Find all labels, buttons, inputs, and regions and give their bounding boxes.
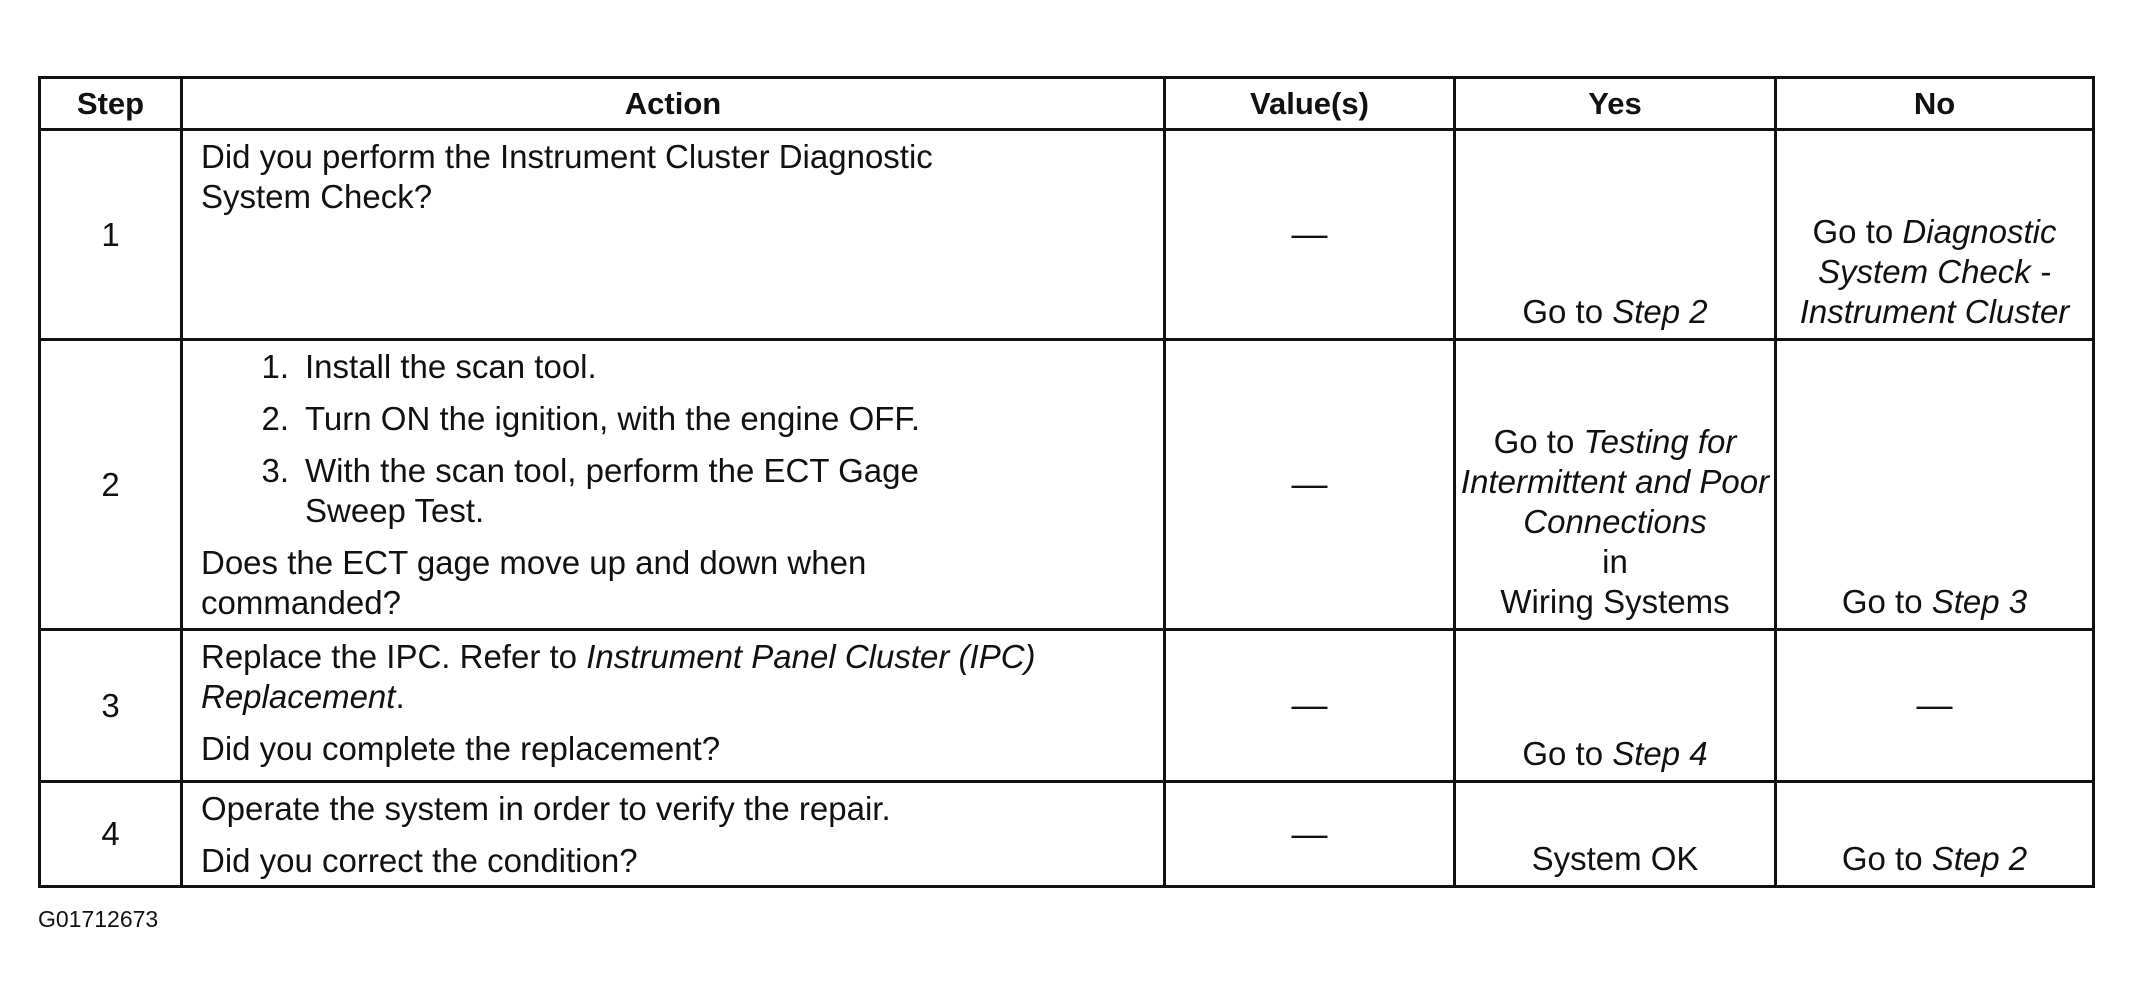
yes-cell: System OK xyxy=(1455,782,1776,887)
yes-reference: Testing for Intermittent and Poor Connections xyxy=(1460,423,1770,540)
header-row xyxy=(40,78,2094,130)
action-text xyxy=(201,637,1153,717)
no-dash: — xyxy=(1916,684,1953,725)
value-cell xyxy=(1165,340,1455,630)
no-reference: Step 3 xyxy=(1931,583,2028,620)
no-reference: Diagnostic System Check - Instrument Cluster xyxy=(1799,213,2070,330)
value-dash: — xyxy=(1291,684,1328,725)
yes-middle: in xyxy=(1602,543,1628,580)
action-suffix: . xyxy=(395,678,405,715)
yes-prefix: Go to xyxy=(1522,293,1613,330)
action-text: Did you perform the Instrument Cluster Diagnostic System Check? xyxy=(201,138,933,215)
list-text: Turn ON the ignition, with the engine OFF. xyxy=(305,400,921,437)
yes-reference: Step 2 xyxy=(1612,293,1708,330)
header-no: No xyxy=(1776,78,2094,130)
yes-cell xyxy=(1455,130,1776,340)
no-cell xyxy=(1776,340,2094,630)
instruction-list xyxy=(201,347,1153,531)
step-number: 1 xyxy=(40,130,182,340)
list-number: 2. xyxy=(261,400,289,437)
header-step: Step xyxy=(40,78,182,130)
action-question: Does the ECT gage move up and down when commanded? xyxy=(201,544,867,621)
list-text: Install the scan tool. xyxy=(305,348,597,385)
no-reference: Step 2 xyxy=(1931,840,2028,877)
action-text: Operate the system in order to verify the repair. xyxy=(201,790,891,827)
action-cell xyxy=(182,340,1165,630)
table-row xyxy=(40,630,2094,782)
yes-cell xyxy=(1455,630,1776,782)
list-item xyxy=(201,347,1153,387)
step-number: 4 xyxy=(40,782,182,887)
action-prefix: Replace the IPC. Refer to xyxy=(201,638,587,675)
no-prefix: Go to xyxy=(1841,583,1932,620)
value-cell xyxy=(1165,630,1455,782)
diagnostic-table xyxy=(38,76,2095,888)
header-values: Value(s) xyxy=(1165,78,1455,130)
value-dash: — xyxy=(1291,463,1328,504)
action-question: Did you correct the condition? xyxy=(201,842,638,879)
yes-suffix: Wiring Systems xyxy=(1500,583,1730,620)
yes-prefix: Go to xyxy=(1522,735,1613,772)
action-cell xyxy=(182,630,1165,782)
figure-id: G01712673 xyxy=(38,906,159,932)
value-dash: — xyxy=(1291,812,1328,854)
yes-prefix: Go to xyxy=(1493,423,1584,460)
action-cell xyxy=(182,782,1165,887)
action-cell xyxy=(182,130,1165,340)
no-prefix: Go to xyxy=(1841,840,1932,877)
list-number: 1. xyxy=(261,348,289,385)
action-question: Did you complete the replacement? xyxy=(201,730,721,767)
list-text: With the scan tool, perform the ECT Gage Sweep Test. xyxy=(305,452,919,529)
no-cell xyxy=(1776,130,2094,340)
step-number: 2 xyxy=(40,340,182,630)
list-item xyxy=(201,451,1153,531)
action-reference: Instrument Panel Cluster (IPC) Replacement xyxy=(201,638,1036,715)
table-row xyxy=(40,340,2094,630)
list-item xyxy=(201,399,1153,439)
no-cell xyxy=(1776,782,2094,887)
step-number: 3 xyxy=(40,630,182,782)
no-cell xyxy=(1776,630,2094,782)
value-dash: — xyxy=(1291,213,1328,254)
value-cell xyxy=(1165,130,1455,340)
no-prefix: Go to xyxy=(1812,213,1903,250)
table-row xyxy=(40,130,2094,340)
table-row xyxy=(40,782,2094,887)
value-cell xyxy=(1165,782,1455,887)
header-action: Action xyxy=(182,78,1165,130)
yes-cell xyxy=(1455,340,1776,630)
yes-reference: Step 4 xyxy=(1612,735,1708,772)
header-yes: Yes xyxy=(1455,78,1776,130)
list-number: 3. xyxy=(261,452,289,489)
